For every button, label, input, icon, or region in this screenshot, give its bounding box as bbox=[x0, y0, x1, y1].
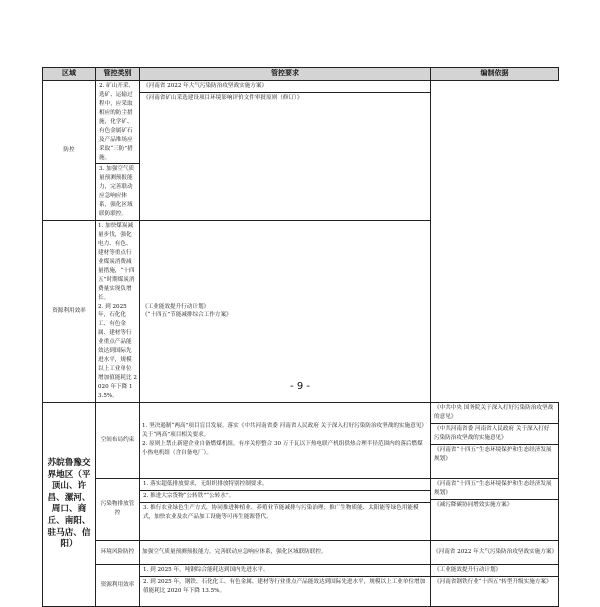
requirements-cell bbox=[140, 478, 431, 540]
basis-item: 《河南省钢铁行业“十四五”转型升级实施方案》 bbox=[431, 576, 558, 588]
control-table bbox=[42, 67, 559, 607]
requirement-item: 1. 坚决遏制“两高”项目盲目发展。落实《中共河南省委 河南省人民政府 关于深入打好污染防治攻坚战的实施意见》关于“两高”项目相关要求。 bbox=[142, 423, 427, 439]
basis-item: 《河南省 2022 年大气污染防治攻坚战实施方案》 bbox=[433, 548, 558, 555]
header-basis: 编制依据 bbox=[431, 68, 559, 81]
basis-item: 《河南省矿山采选建设项目环境影响评价文件审批原则（修订）》 bbox=[140, 92, 430, 104]
category-cell: 防控 bbox=[43, 81, 96, 221]
basis-cell bbox=[140, 221, 431, 403]
requirement-item: 2. 推进大宗货物“公转铁”“公转水”。 bbox=[140, 490, 430, 502]
basis-item: 《工业能效提升行动计划》 bbox=[142, 303, 210, 310]
basis-item: 《河南省 2022 年大气污染防治攻坚战实施方案》 bbox=[143, 83, 268, 89]
requirements-cell bbox=[140, 402, 431, 478]
requirement-item: 加强空气质量预测预报能力，完善联动应急响应体系，强化区域联防联控。 bbox=[142, 548, 327, 555]
basis-cell bbox=[431, 564, 559, 606]
requirement-item: 1. 落实超低排放要求，无组织排放特别控制要求。 bbox=[143, 480, 268, 487]
requirements-cell bbox=[96, 221, 140, 403]
basis-item: 《中共河南省委 河南省人民政府 关于深入打好污染防治攻坚战的实施意见》 bbox=[431, 423, 558, 444]
basis-cell bbox=[431, 478, 559, 540]
requirement-item: 2. 到 2025 年，石化化工、有色金属、建材等行业重点产品能效达到国际先进水平，规模以上工业单位增加值能耗比 2020 年下降 13.5%。 bbox=[98, 303, 137, 399]
requirement-item: 2. 到 2025 年，钢铁、石化化工、有色金属、建材等行业重点产品能效达到国际先进水平，规模以上工业单位增加值能耗比 2020 年下降 13.5%。 bbox=[140, 576, 430, 597]
basis-cell bbox=[140, 81, 431, 221]
requirement-item: 3. 加强空气质量预测预报能力，完善联动应急响应体系，强化区域联防联控。 bbox=[96, 163, 139, 220]
table-row bbox=[43, 478, 559, 540]
requirement-item: 1. 到 2025 年，吨钢综合能耗达到国内先进水平。 bbox=[143, 566, 269, 573]
category-cell: 污染物排放管控 bbox=[96, 478, 140, 540]
table-row bbox=[43, 81, 559, 221]
category-cell: 资源利用效率 bbox=[43, 221, 96, 403]
requirement-item: 3. 推行农业绿色生产方式，协同推进种植业、养殖业节能减排与污染治理；推广生物质能、太阳能等绿色用能模式，加快农业及农产品加工设施等可再生能源替代。 bbox=[140, 502, 430, 523]
category-cell: 环境风险防控 bbox=[96, 540, 140, 564]
category-cell: 空间布局约束 bbox=[96, 402, 140, 478]
requirement-item: 1. 加快煤炭减量步伐，强化电力、有色、建材等重点行业煤炭消费减量措施，“十四五”时期煤炭消费量实现负增长。 bbox=[98, 223, 135, 301]
table-header-row bbox=[43, 68, 559, 81]
basis-item: 《河南省“十四五”生态环境保护和生态经济发展规划》 bbox=[434, 480, 552, 496]
requirements-cell bbox=[140, 564, 431, 606]
requirement-item: 2. 原则上禁止新建企业自备燃煤机组，有序关停整合 30 万千瓦以下热电联产机组供热合理半径范围内的落后燃煤小热电机组（含自备电厂）。 bbox=[142, 441, 423, 457]
page-number: - 9 - bbox=[290, 381, 310, 392]
table-row bbox=[43, 402, 559, 478]
basis-cell bbox=[431, 540, 559, 564]
basis-cell bbox=[431, 402, 559, 478]
table-row bbox=[43, 540, 559, 564]
basis-item: 《河南省“十四五”生态环境保护和生态经济发展规划》 bbox=[431, 444, 558, 465]
table-row bbox=[43, 564, 559, 606]
region-cell: 苏皖鲁豫交界地区（平顶山、许昌、漯河、周口、商丘、南阳、驻马店、信阳） bbox=[43, 402, 96, 606]
basis-item: 《中共中央 国务院关于深入打好污染防治攻坚战的意见》 bbox=[434, 404, 554, 420]
header-requirements: 管控要求 bbox=[140, 68, 431, 81]
basis-item: 《减污降碳协同增效实施方案》 bbox=[431, 499, 558, 511]
table-row bbox=[43, 221, 559, 403]
header-region: 区域 bbox=[43, 68, 96, 81]
requirement-item: 2. 矿山开采、选矿、运输过程中，应采取相应的防尘措施，化学矿、有色金属矿石及产品堆场应采取“三防”措施。 bbox=[99, 83, 135, 161]
requirements-cell bbox=[96, 81, 140, 221]
basis-item: 《“十四五”节能减排综合工作方案》 bbox=[142, 312, 232, 319]
category-cell: 资源利用效率 bbox=[96, 564, 140, 606]
header-category: 管控类别 bbox=[96, 68, 140, 81]
basis-item: 《工业能效提升行动计划》 bbox=[434, 566, 502, 573]
requirements-cell bbox=[140, 540, 431, 564]
